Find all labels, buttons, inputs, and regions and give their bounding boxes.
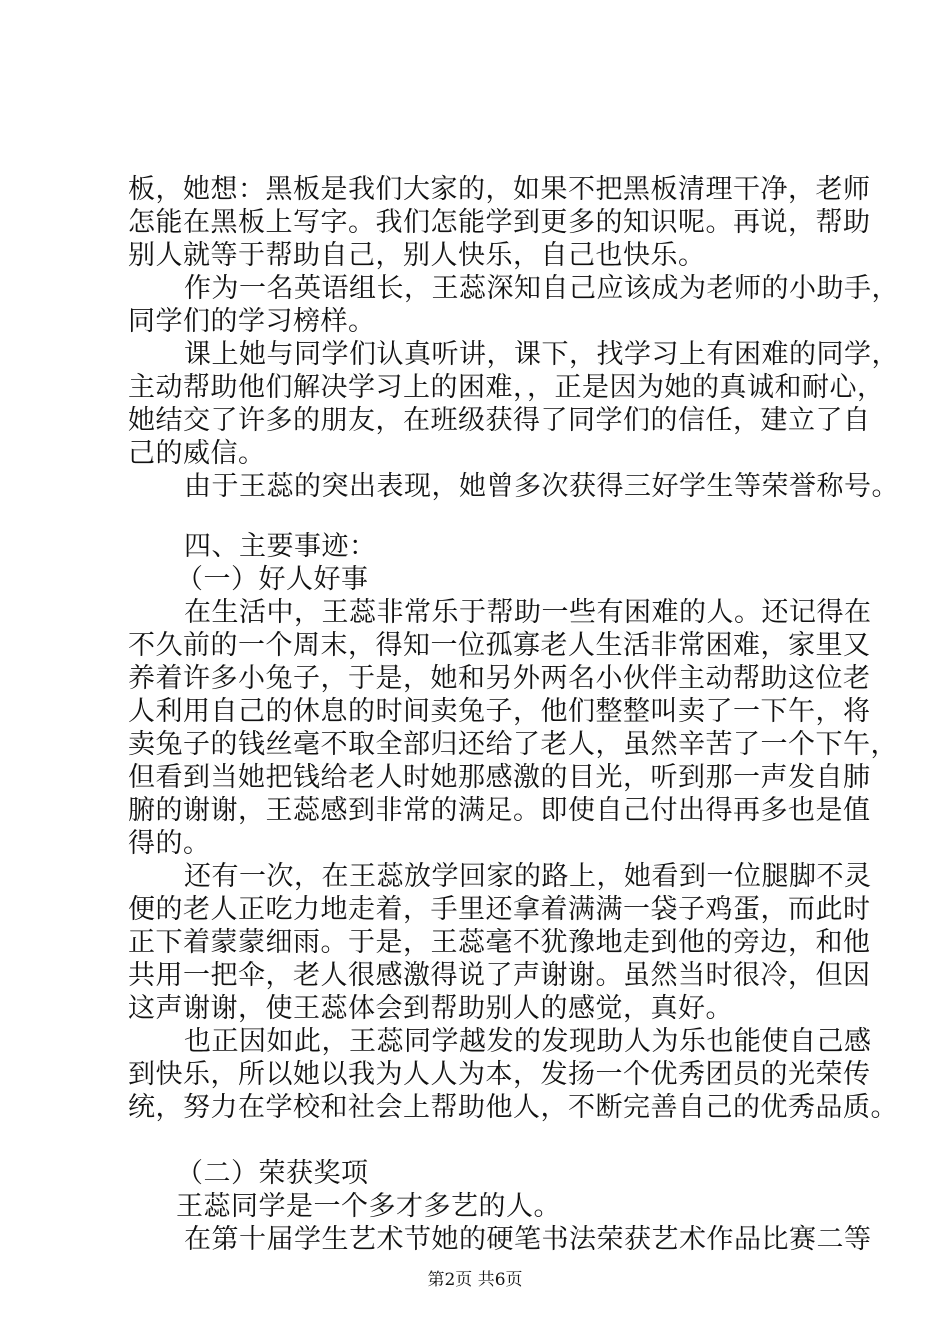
section-heading: 四、主要事迹：: [184, 531, 377, 562]
text-line: 课上她与同学们认真听讲，课下，找学习上有困难的同学，: [184, 339, 899, 370]
text-line: 统，努力在学校和社会上帮助他人，不断完善自己的优秀品质。: [128, 1092, 898, 1123]
text-line: 还有一次，在王蕊放学回家的路上，她看到一位腿脚不灵: [184, 861, 872, 892]
text-line: 她结交了许多的朋友，在班级获得了同学们的信任，建立了自: [128, 405, 871, 436]
text-line: 养着许多小兔子，于是，她和另外两名小伙伴主动帮助这位老: [128, 663, 871, 694]
text-line: 别人就等于帮助自己，别人快乐，自己也快乐。: [128, 240, 706, 271]
text-line: 得的。: [128, 828, 211, 859]
text-line: 但看到当她把钱给老人时她那感激的目光，听到那一声发自肺: [128, 762, 871, 793]
text-line: 腑的谢谢，王蕊感到非常的满足。即使自己付出得再多也是值: [128, 795, 871, 826]
page-number-footer: 第2页 共6页: [427, 1270, 523, 1290]
subsection-heading: （二）荣获奖项: [176, 1158, 369, 1189]
text-line: 正下着蒙蒙细雨。于是，王蕊毫不犹豫地走到他的旁边，和他: [128, 927, 871, 958]
text-line: 主动帮助他们解决学习上的困难，，正是因为她的真诚和耐心，: [128, 372, 885, 403]
text-line: 便的老人正吃力地走着，手里还拿着满满一袋子鸡蛋，而此时: [128, 894, 871, 925]
text-line: 在第十届学生艺术节她的硬笔书法荣获艺术作品比赛二等: [184, 1224, 872, 1255]
text-line: 王蕊同学是一个多才多艺的人。: [176, 1191, 561, 1222]
subsection-heading: （一）好人好事: [176, 564, 369, 595]
text-line: 人利用自己的休息的时间卖兔子，他们整整叫卖了一下午，将: [128, 696, 871, 727]
text-line: 己的威信。: [128, 438, 266, 469]
paragraph-gap: [128, 503, 858, 530]
text-line: 这声谢谢，使王蕊体会到帮助别人的感觉，真好。: [128, 993, 733, 1024]
text-line: 作为一名英语组长，王蕊深知自己应该成为老师的小助手，: [184, 273, 899, 304]
text-line: 同学们的学习榜样。: [128, 306, 376, 337]
text-line: 也正因如此，王蕊同学越发的发现助人为乐也能使自己感: [184, 1026, 872, 1057]
text-line: 在生活中，王蕊非常乐于帮助一些有困难的人。还记得在: [184, 597, 872, 628]
document-body: [128, 173, 899, 1256]
text-line: 到快乐，所以她以我为人人为本，发扬一个优秀团员的光荣传: [128, 1059, 871, 1090]
text-line: 卖兔子的钱丝毫不取全部归还给了老人，虽然辛苦了一个下午，: [128, 729, 898, 760]
text-line: 怎能在黑板上写字。我们怎能学到更多的知识呢。再说，帮助: [128, 207, 871, 238]
text-line: 板，她想：黑板是我们大家的，如果不把黑板清理干净，老师: [128, 174, 871, 205]
text-line: 不久前的一个周末，得知一位孤寡老人生活非常困难，家里又: [128, 630, 871, 661]
text-line: 共用一把伞，老人很感激得说了声谢谢。虽然当时很冷，但因: [128, 960, 871, 991]
paragraph-gap: [128, 1124, 858, 1157]
text-line: 由于王蕊的突出表现，她曾多次获得三好学生等荣誉称号。: [184, 471, 899, 502]
